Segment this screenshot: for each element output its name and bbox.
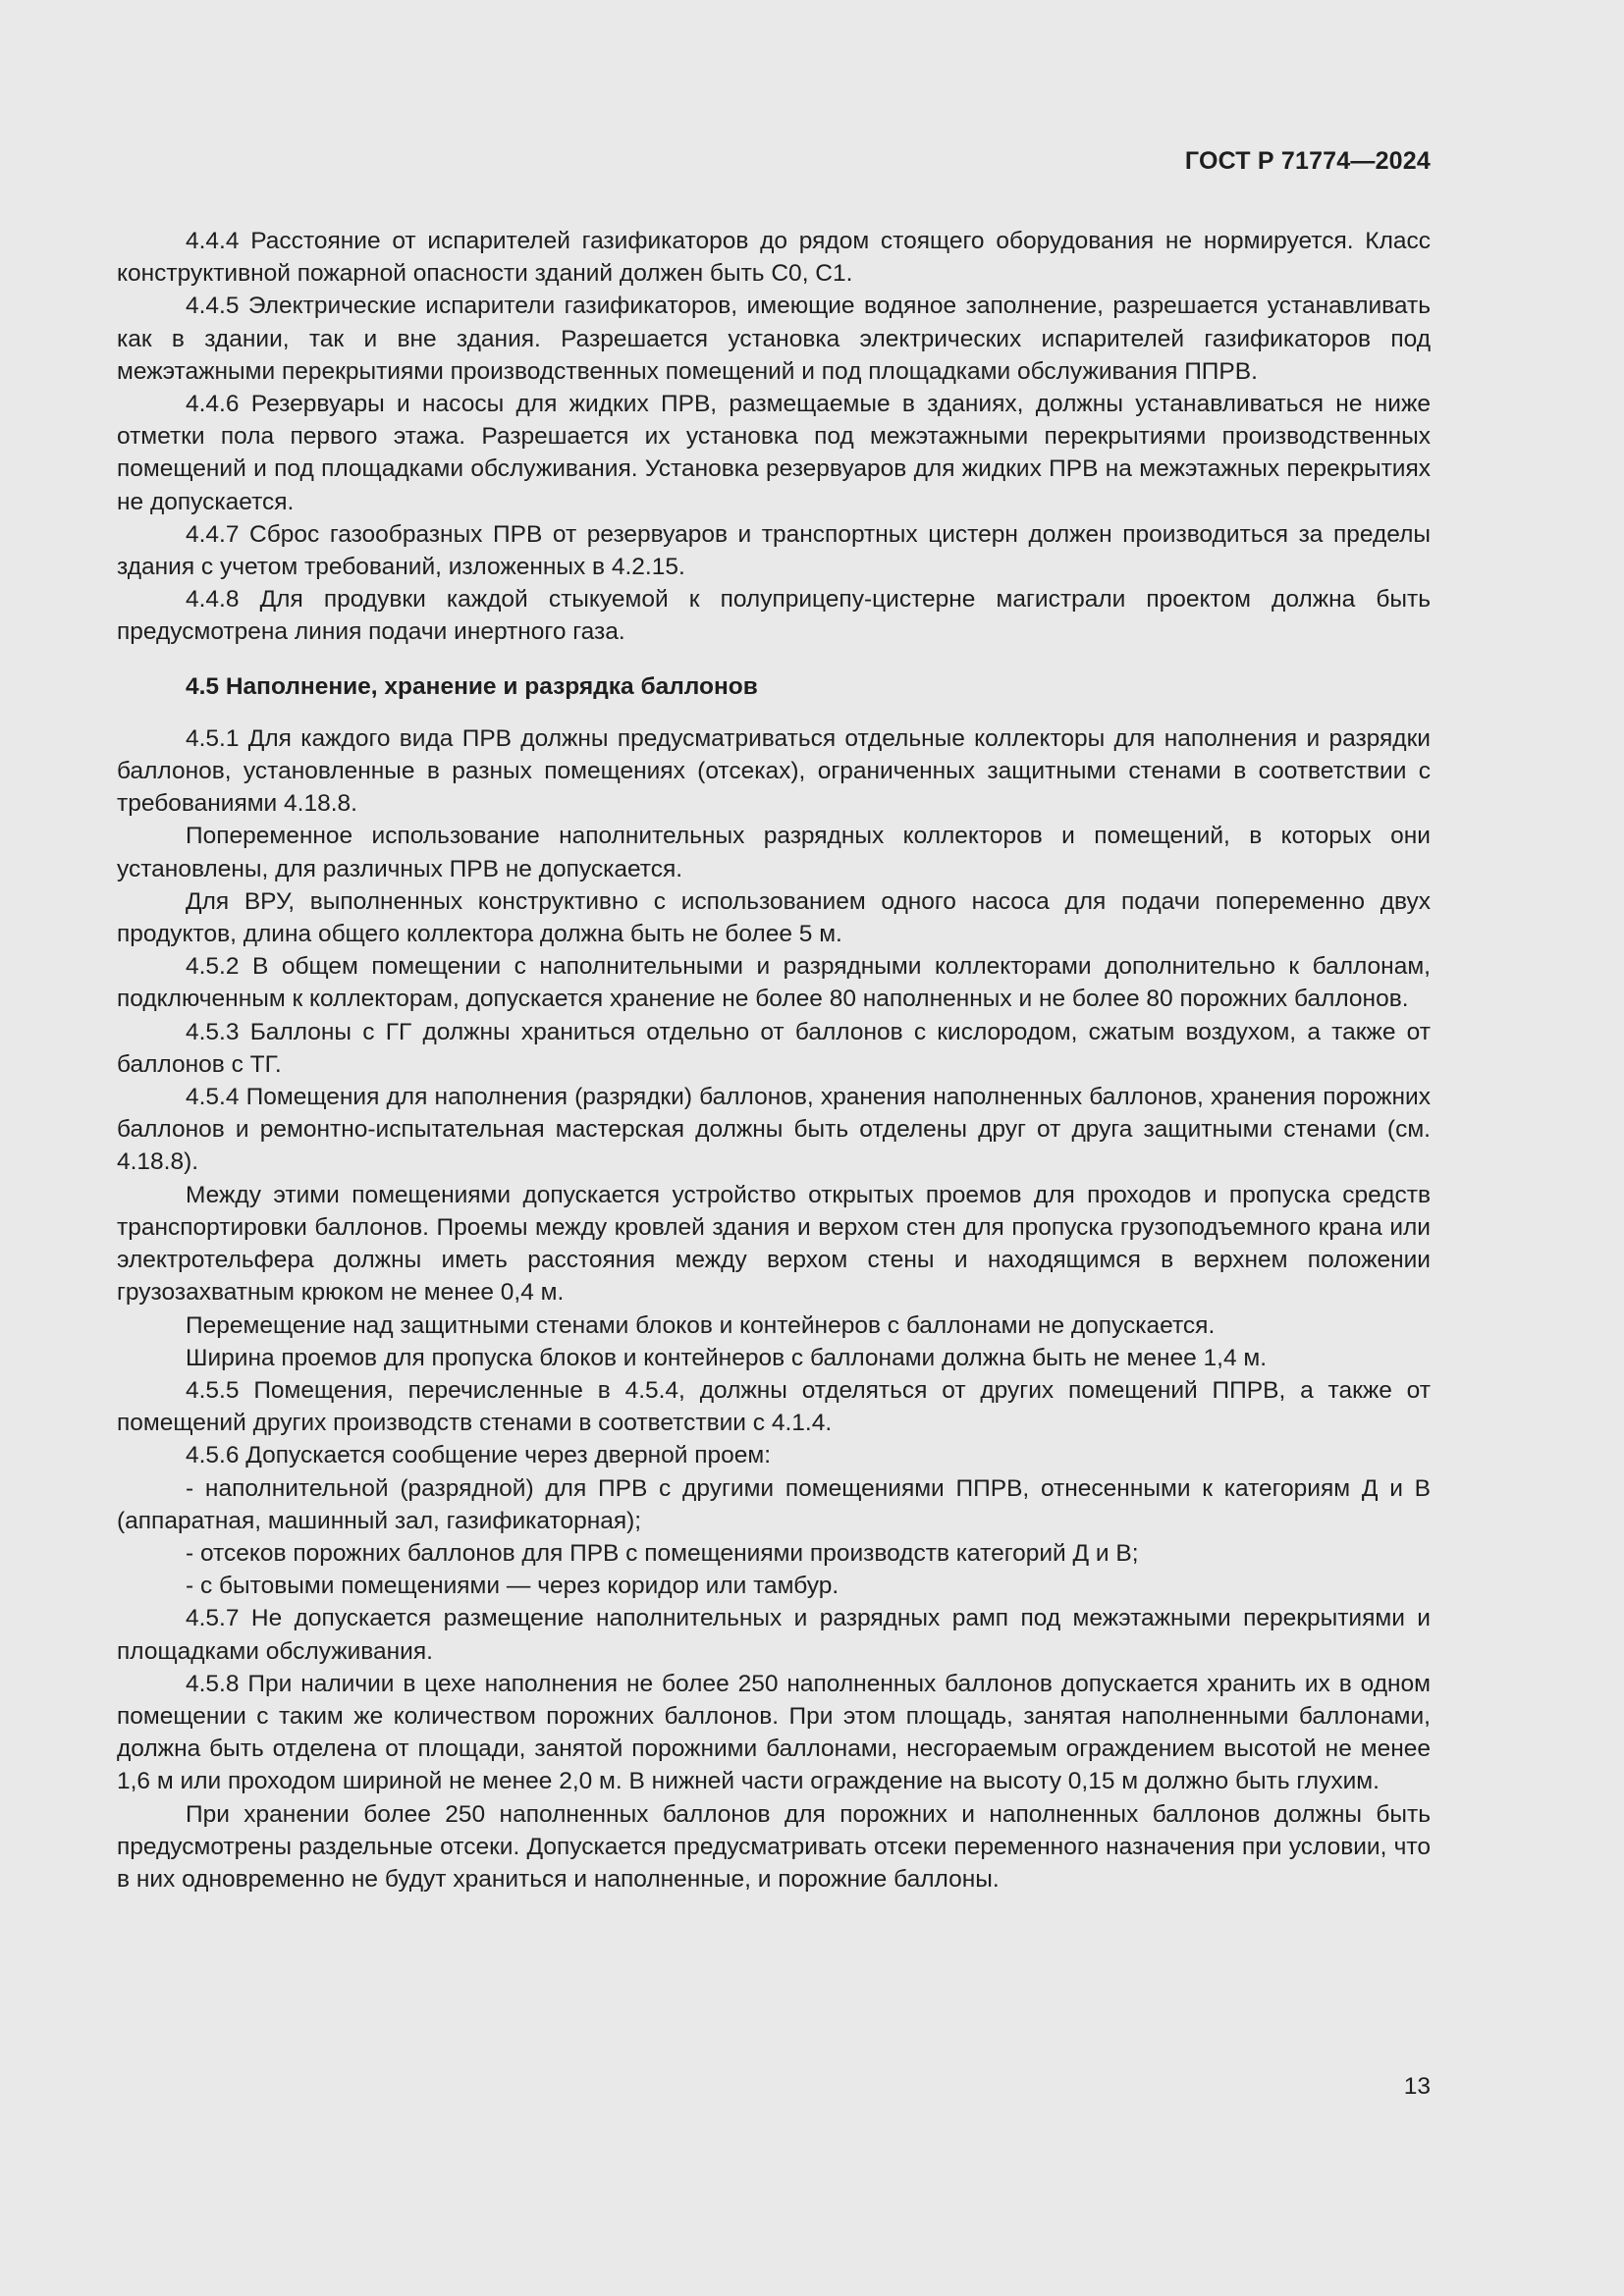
paragraph-4-4-8: 4.4.8 Для продувки каждой стыкуемой к полуприцепу-цистерне магистрали проектом должна быть предусмотрена линия подачи инертного газа. — [117, 586, 1431, 646]
paragraph-4-5-1-vru: Для ВРУ, выполненных конструктивно с использованием одного насоса для подачи попеременно двух продуктов, длина общего коллектора должна быть не более 5 м. — [117, 887, 1431, 948]
paragraph-4-5-1: 4.5.1 Для каждого вида ПРВ должны предусматриваться отдельные коллекторы для наполнения и разрядки баллонов, установленные в разных помещениях (отсеках), ограниченных защитными стенами в соответствии с требованиями 4.18.8. — [117, 724, 1431, 818]
paragraph-4-4-5: 4.4.5 Электрические испарители газификаторов, имеющие водяное заполнение, разрешается устанавливать как в здании, так и вне здания. Разрешается установка электрических испарителей газификаторов под межэтажными перекрытиями производственных помещений и под площадками обслуживания ППРВ. — [117, 293, 1431, 385]
paragraph-4-5-8: 4.5.8 При наличии в цехе наполнения не более 250 наполненных баллонов допускается хранить их в одном помещении с таким же количеством порожних баллонов. При этом площадь, занятая наполненными баллонами, должна быть отделена от площади, занятой порожними баллонами, несгораемым ограждением высотой не менее 1,6 м или проходом шириной не менее 2,0 м. В нижней части ограждение на высоту 0,15 м должно быть глухим. — [117, 1670, 1431, 1795]
document-code-header: ГОСТ Р 71774—2024 — [1184, 147, 1431, 175]
paragraph-4-5-5: 4.5.5 Помещения, перечисленные в 4.5.4, должны отделяться от других помещений ППРВ, а также от помещений других производств стенами в соответствии с 4.1.4. — [117, 1376, 1431, 1437]
list-item-filling-room: - наполнительной (разрядной) для ПРВ с другими помещениями ППРВ, отнесенными к категориям Д и В (аппаратная, машинный зал, газификаторная); — [117, 1474, 1431, 1534]
paragraph-4-4-7: 4.4.7 Сброс газообразных ПРВ от резервуаров и транспортных цистерн должен производиться за пределы здания с учетом требований, изложенных в 4.2.15. — [117, 520, 1431, 581]
paragraph-4-5-8-separate: При хранении более 250 наполненных баллонов для порожних и наполненных баллонов должны быть предусмотрены раздельные отсеки. Допускается предусматривать отсеки переменного назначения при условии, что в них одновременно не будут храниться и наполненные, и порожние баллоны. — [117, 1800, 1431, 1893]
paragraph-4-5-4-moving: Перемещение над защитными стенами блоков и контейнеров с баллонами не допускается. — [186, 1311, 1216, 1339]
paragraph-4-4-6: 4.4.6 Резервуары и насосы для жидких ПРВ, размещаемые в зданиях, должны устанавливаться не ниже отметки пола первого этажа. Разрешается их установка под межэтажными перекрытиями производственных помещений и под площадками обслуживания. Установка резервуаров для жидких ПРВ на межэтажных перекрытиях не допускается. — [117, 391, 1431, 515]
paragraph-4-5-6: 4.5.6 Допускается сообщение через дверной проем: — [186, 1442, 772, 1469]
paragraph-4-5-4: 4.5.4 Помещения для наполнения (разрядки) баллонов, хранения наполненных баллонов, хранения порожних баллонов и ремонтно-испытательная мастерская должны быть отделены друг от друга защитными стенами (см. 4.18.8). — [117, 1084, 1431, 1176]
paragraph-4-5-2: 4.5.2 В общем помещении с наполнительными и разрядными коллекторами дополнительно к баллонам, подключенным к коллекторам, допускается хранение не более 80 наполненных и не более 80 порожних баллонов. — [117, 953, 1431, 1013]
section-heading-4-5: 4.5 Наполнение, хранение и разрядка баллонов — [186, 672, 758, 700]
paragraph-4-5-4-openings: Между этими помещениями допускается устройство открытых проемов для проходов и пропуска средств транспортировки баллонов. Проемы между кровлей здания и верхом стен для пропуска грузоподъемного крана или электротельфера должны иметь расстояния между верхом стены и находящимся в верхнем положении грузозахватным крюком не менее 0,4 м. — [117, 1181, 1431, 1307]
paragraph-4-5-7: 4.5.7 Не допускается размещение наполнительных и разрядных рамп под межэтажными перекрытиями и площадками обслуживания. — [117, 1605, 1431, 1665]
page-number: 13 — [1403, 2073, 1431, 2100]
paragraph-4-5-1-alternate-use: Попеременное использование наполнительных разрядных коллекторов и помещений, в которых они установлены, для различных ПРВ не допускается. — [117, 823, 1431, 882]
paragraph-4-5-4-width: Ширина проемов для пропуска блоков и контейнеров с баллонами должна быть не менее 1,4 м. — [186, 1344, 1268, 1371]
list-item-empty-cylinders: - отсеков порожних баллонов для ПРВ с помещениями производств категорий Д и В; — [186, 1539, 1139, 1567]
document-body — [117, 225, 1431, 1896]
list-item-household-rooms: - с бытовыми помещениями — через коридор или тамбур. — [186, 1573, 839, 1600]
paragraph-4-5-3: 4.5.3 Баллоны с ГГ должны храниться отдельно от баллонов с кислородом, сжатым воздухом, а также от баллонов с ТГ. — [117, 1018, 1431, 1078]
paragraph-4-4-4: 4.4.4 Расстояние от испарителей газификаторов до рядом стоящего оборудования не нормируется. Класс конструктивной пожарной опасности зданий должен быть С0, С1. — [117, 228, 1431, 288]
